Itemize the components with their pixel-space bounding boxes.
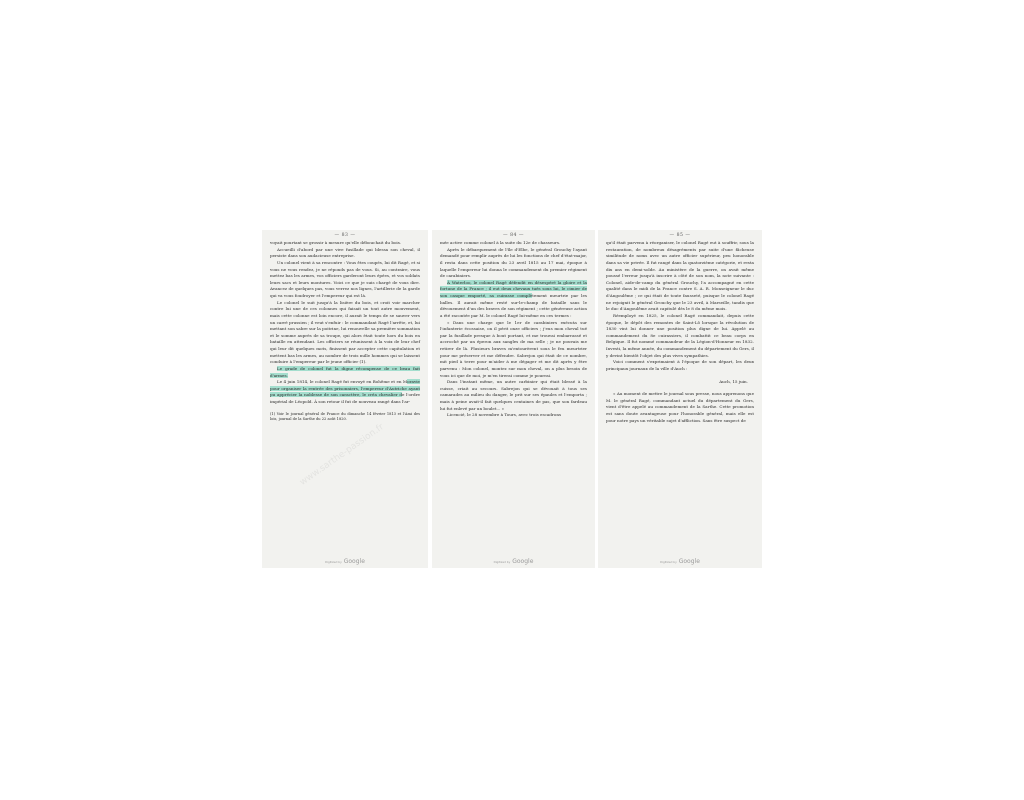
- paragraph: À Waterloo, le colonel Ragé défendit en désespéré la gloire et la fortune de la France ; il eut deux chevaux tués sous lui, le cimier de son casque emporté, sa cuirasse complètement meurtrie par les balles. Il aurait même resté sur-le-champ de bataille sans le dévouement d'un des braves de son régiment ; cette généreuse action a été racontée par M. le colonel Ragé lui-même en ces termes :: [440, 279, 587, 318]
- book-page-84: [432, 230, 595, 568]
- google-footer: Digitized by Google: [493, 558, 534, 565]
- page-number: — 84 —: [503, 233, 524, 238]
- book-page-85: [598, 230, 762, 568]
- paragraph: « Dans une charge que le 1er de carabiniers exécuta sur l'infanterie écossaise, on il périt onze officiers ; j'eus mon cheval tué par la fusillade presque à bout portant, et me trouvai embarrassé et accroché par un éperon aux sangles de ma selle ; je ne pouvais me retirer de là. Plusieurs braves m'entourèrent sous le feu meurtrier pour me préserver et me défendre. Sabrejon qui était de ce nombre, mit pied à terre pour m'aider à me dégager et me dit après y être parvenu : Mon colonel, montez sur mon cheval, on a plus besoin de vous ici que de moi, je m'en tirerai comme je pourrai.: [440, 319, 587, 378]
- paragraph: Auch, 15 juin.: [719, 378, 748, 384]
- paragraph: qu'il était parvenu à réorganiser, le colonel Ragé eut à souffrir, sous la restauration, de nombreux désagréments par suite d'une fâcheuse similitude de noms avec un autre officier supérieur, peu honorable dans sa vie privée. Il fut rangé dans la quatorzième catégorie, et resta dix ans en demi-solde. Au ministère de la guerre, on avait même poussé l'erreur jusqu'à inscrire à côté de son nom, la note suivante : Colonel, aide-de-camp du général Grouchy, l'a accompagné en cette qualité dans le midi de la France contre S. A. R. Monseigneur le duc d'Angoulême ; ce qui était de toute fausseté, puisque le colonel Ragé ne rejoignit le général Grouchy que le 23 avril, à Marseille, tandis que le duc d'Angoulême avait capitulé dès le 8 du même mois.: [606, 240, 754, 312]
- highlighted-text: Le grade de colonel fut la digne récompense de ce beau fait d'armes.: [270, 365, 420, 378]
- paragraph: Le colonel le suit jusqu'à la lisière du bois, et croit voir marcher contre lui une de ces colonnes qui faisait un tout autre mouvement, mais cette colonne est loin encore, il aurait le temps de se sauver vers un carré prussien ; il veut s'enfuir : le commandant Ragé l'arrête, et, lui mettant son sabre sur la poitrine, lui renouvelle sa première sommation et le somme auprès de sa troupe, qui alors était toute hors du bois en bataille en attendant. Les officiers se réunissent à la voix de leur chef qui leur dit quelques mots, finissent par accepter cette capitulation et mettent bas les armes, au nombre de trois mille hommes qui se laissent conduire à l'empereur par le jeune officier (1).: [270, 299, 420, 365]
- google-logo: Google: [343, 558, 365, 565]
- paragraph: Voici comment s'exprimaient à l'époque de son départ, les deux principaux journaux de la ville d'Auch :: [606, 359, 754, 371]
- google-footer: Digitized by Google: [325, 558, 365, 565]
- paragraph: Un colonel vient à sa rencontre : Vous êtes coupés, lui dit Ragé, et si vous ne vous rendez, je ne réponds pas de vous. Si, au contraire, vous mettez bas les armes, vos officiers garderont leurs épées, et vos soldats leurs sacs et leurs montures. Voici ce que je suis chargé de vous dire. Avancez de quelques pas, vous verrez nos lignes, l'artillerie de la garde qui va vous foudroyer et l'empereur qui est là.: [270, 259, 420, 298]
- page-body: [606, 240, 754, 424]
- book-page-83: [262, 230, 428, 568]
- footnote: (1) Voir le journal général de France du dimanche 14 février 1813 et l'Ami des lois, journal de la Sarthe du 22 août 1820.: [270, 411, 420, 422]
- highlighted-text: oravie pour organiser la rentrée des prisonniers, l'empereur d'Autriche ayant pu apprécier la noblesse de son caractère, le créa chevalier d: [270, 379, 420, 398]
- page-body: [270, 240, 420, 422]
- page-body: [440, 240, 587, 419]
- paragraph: mée active comme colonel à la suite du 12e de chasseurs.: [440, 240, 561, 245]
- paragraph: Dans l'instant même, un autre carbinier qui était blessé à la cuisse, criait au secours. Sabrejon qui se dévouait à tous ses camarades au milieu du danger, le prit sur ses épaules et l'emporta ; mais à peine avait-il fait quelques centaines de pas, que son fardeau lui fut enlevé par un boulet... »: [440, 379, 587, 411]
- paragraph: Après le débarquement de l'île d'Elbe, le général Grouchy l'ayant demandé pour remplir auprès de lui les fonctions de chef d'état-major, il resta dans cette position du 23 avril 1815 au 17 mai, époque à laquelle l'empereur lui donna le commandement du premier régiment de carabiniers.: [440, 246, 587, 279]
- paragraph: Réemployé en 1825, le colonel Ragé commandait, depuis cette époque, le dépôt des remontes de Saint-Lô lorsque la révolution de 1830 vint lui donner une position plus digne de lui. Appelé au commandement du 8e cuirassiers, il combattit ce beau corps en Belgique. Il fut nommé commandeur de la Légion-d'Honneur en 1832. Investi, la même année, du commandement du département du Gers, il y devint bientôt l'objet des plus vives sympathies.: [606, 312, 754, 358]
- google-footer: Digitized by Google: [660, 558, 700, 565]
- google-logo: Google: [512, 558, 534, 565]
- paragraph: Licencié, le 28 novembre à Tours, avec trois escadrons: [447, 412, 562, 418]
- paragraph: [270, 366, 420, 379]
- highlighted-text: À Waterloo, le colonel Ragé défendit en désespéré la gloire et la fortune de la France ; il eut deux chevaux tués sous lui, le cimier de son casque emporté, sa cuirasse complè: [440, 279, 587, 298]
- paragraph: voyait pourtant se grossir à mesure qu'elle débouchait du bois.: [270, 240, 402, 245]
- page-number: — 85 —: [669, 233, 691, 238]
- page-number: — 83 —: [334, 233, 356, 238]
- paragraph: « Au moment de mettre le journal sous presse, nous apprenons que M. le général Ragé, commandant actuel du département du Gers, vient d'être appelé au commandement de la Sarthe. Cette promotion est sans doute avantageuse pour l'honorable général, mais elle est pour notre pays un véritable sujet d'affliction. Sans être suspect de: [606, 391, 754, 423]
- paragraph: Le 4 juin 1814, le colonel Ragé fut envoyé en Bohême et en Moravie pour organiser la rentrée des prisonniers, l'empereur d'Autriche ayant pu apprécier la noblesse de son caractère, le créa chevalier de l'ordre impérial de Léopold. À son retour il fut de nouveau rangé dans l'ar-: [270, 379, 420, 404]
- watermark: www.sarthe-passion.fr: [298, 422, 386, 488]
- paragraph: Accueilli d'abord par une vive fusillade qui blessa son cheval, il persiste dans son audacieuse entreprise.: [270, 246, 420, 259]
- google-logo: Google: [678, 558, 700, 565]
